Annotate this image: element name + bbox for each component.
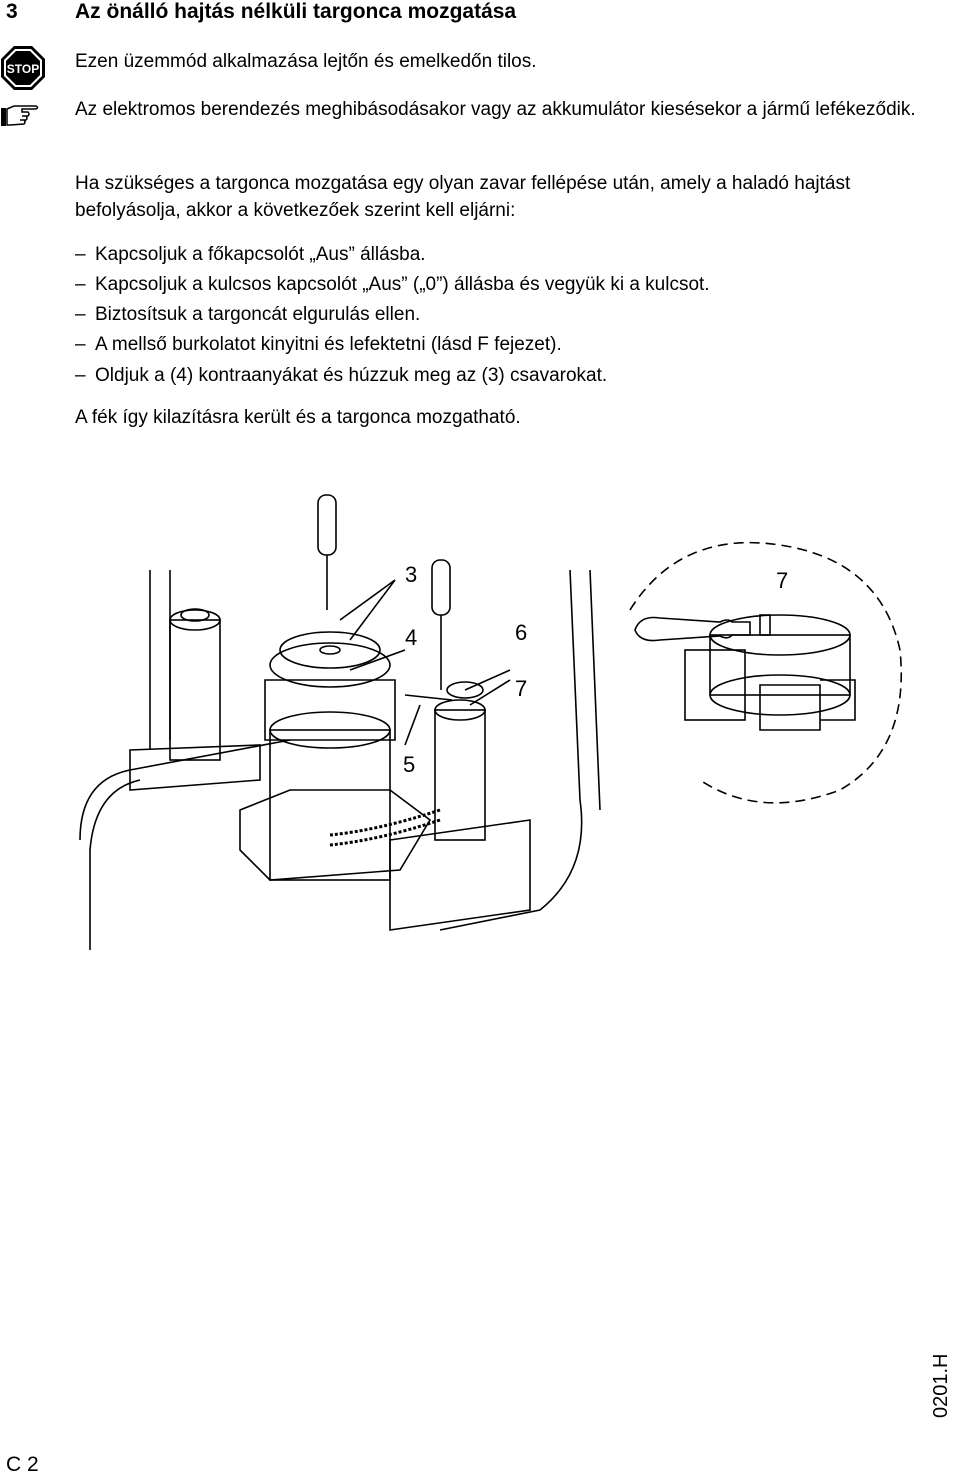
- step-item-3: [75, 301, 420, 328]
- figure-label: 7: [515, 676, 528, 701]
- section-title: Az önálló hajtás nélküli targonca mozgatása: [75, 0, 517, 23]
- step-item-1: [75, 241, 426, 268]
- brake-release-illustration: [60, 490, 960, 960]
- note-text: Az elektromos berendezés meghibásodásakor vagy az akkumulátor kiesésekor a jármű lefékeződik.: [75, 99, 916, 120]
- step-dash: –: [75, 304, 86, 325]
- stop-sign-icon: [0, 45, 46, 91]
- step-text: Biztosítsuk a targoncát elgurulás ellen.: [95, 304, 421, 325]
- stop-icon-text: STOP: [6, 62, 40, 76]
- figure-label: 4: [405, 625, 418, 650]
- step-text: Kapcsoljuk a főkapcsolót „Aus” állásba.: [95, 244, 426, 265]
- step-item-4: [75, 331, 562, 358]
- page-number: C 2: [6, 1453, 39, 1476]
- figure-label: 3: [405, 562, 418, 587]
- step-item-2: [75, 271, 710, 298]
- step-dash: –: [75, 274, 86, 295]
- step-item-5: [75, 362, 607, 389]
- figure-label: 5: [403, 752, 416, 777]
- step-text: Oldjuk a (4) kontraanyákat és húzzuk meg az (3) csavarokat.: [95, 365, 608, 386]
- step-dash: –: [75, 244, 86, 265]
- step-dash: –: [75, 365, 86, 386]
- figure-label: 6: [515, 620, 528, 645]
- step-text: A mellső burkolatot kinyitni és lefektetni (lásd F fejezet).: [95, 334, 562, 355]
- conclusion-text: A fék így kilazításra került és a targonca mozgatható.: [75, 407, 521, 428]
- step-text: Kapcsoljuk a kulcsos kapcsolót „Aus” („0”) állásba és vegyük ki a kulcsot.: [95, 274, 710, 295]
- intro-paragraph: Ha szükséges a targonca mozgatása egy olyan zavar fellépése után, amely a haladó hajtást befolyásolja, akkor a következőek szerint kell eljárni:: [75, 173, 851, 221]
- section-number: 3: [6, 0, 18, 23]
- stop-warning-text: Ezen üzemmód alkalmazása lejtőn és emelkedőn tilos.: [75, 51, 537, 72]
- figure-label: 7: [776, 568, 789, 593]
- document-code: 0201.H: [930, 1353, 952, 1418]
- step-dash: –: [75, 334, 86, 355]
- pointing-hand-icon: [0, 100, 40, 130]
